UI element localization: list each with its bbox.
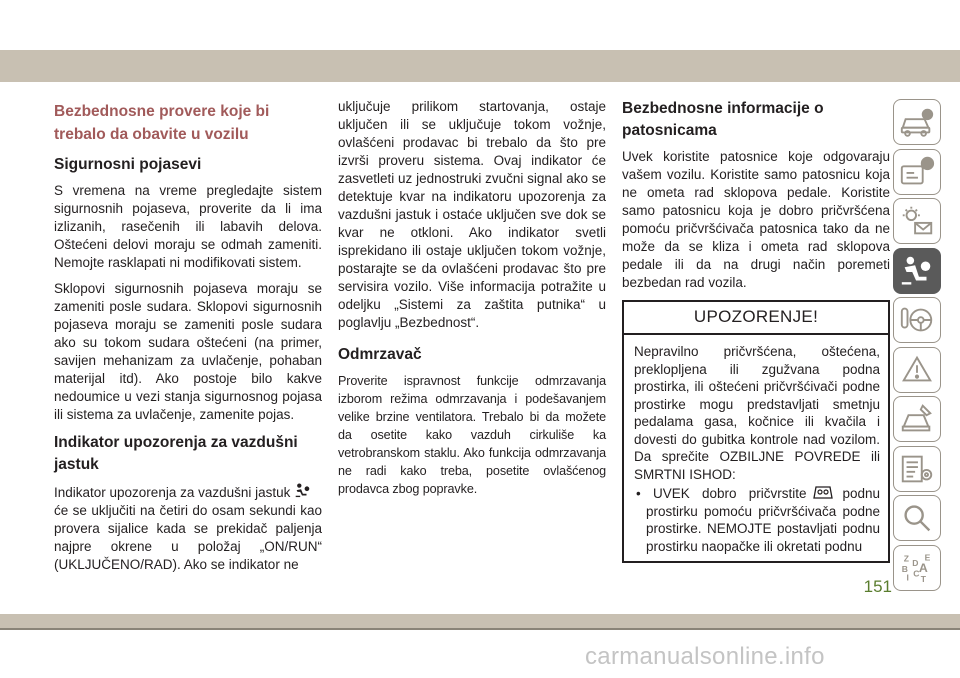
warning-body xyxy=(624,335,888,561)
starting-driving-icon xyxy=(898,302,936,338)
tab-car-info[interactable] xyxy=(893,99,941,145)
emergency-icon xyxy=(898,352,936,388)
airbag-heading: Indikator upozorenja za vazdušni jastuk xyxy=(54,434,298,473)
column-3 xyxy=(622,98,890,563)
seatbelts-paragraph-1: S vremena na vreme pregledajte sistem sigurnosnih pojaseva, proverite da li ima izlizanih, rasečenih ili labavih delova. Oštećeni delovi moraju se odmah zameniti. Nemojte rasklapati ni modifikovati sistem. xyxy=(54,183,322,270)
column-1 xyxy=(54,98,322,582)
search-icon xyxy=(898,500,936,536)
page-number: 151 xyxy=(863,577,892,596)
tab-search[interactable] xyxy=(893,495,941,541)
tab-emergency[interactable] xyxy=(893,347,941,393)
top-band xyxy=(0,50,960,82)
servicing-icon xyxy=(898,401,936,437)
safety-icon xyxy=(898,253,936,289)
index-letter: I xyxy=(906,571,909,582)
index-letter: C xyxy=(913,568,920,579)
warning-list xyxy=(634,483,880,555)
tab-safety[interactable] xyxy=(893,248,941,294)
warning-box xyxy=(622,300,890,563)
warning-paragraph: Nepravilno pričvršćena, oštećena, preklopljena ili zgužvana podna prostirka, ili oštećeni pričvršćivači podne prostirke mogu predstavljati smetnju pedalama gasa, kočnice ili kvačila i dovesti do gubitka kontrole nad vozilom. Da sprečite OZBILJNE POVREDE ili SMRTNI ISHOD: xyxy=(634,344,880,482)
tab-index[interactable] xyxy=(893,545,941,591)
seatbelts-paragraph-2: Sklopovi sigurnosnih pojaseva moraju se zameniti posle sudara. Sklopovi sigurnosnih pojaseva moraju se zameniti posle sudara ako su tokom sudara oštećeni (na primer, savijen mehanizam za uvlačenje, pohaban materijal itd). Ako postoje bilo kakve nedoumice u vezi stanja sigurnosnog pojasa ili sistema za uvlačenje, zamenite pojas. xyxy=(54,281,322,422)
index-letter: B xyxy=(901,563,908,574)
column-2 xyxy=(338,98,606,506)
floor-mat-fastener-icon xyxy=(812,483,834,501)
bottom-band xyxy=(0,614,960,628)
car-info-icon xyxy=(898,104,936,140)
index-letter: T xyxy=(920,573,927,584)
warning-list-item xyxy=(634,483,880,555)
defrost-heading: Odmrzavač xyxy=(338,346,422,363)
index-letter: E xyxy=(924,551,931,562)
floor-mats-heading: Bezbednosne informacije o patosnicama xyxy=(622,100,824,139)
airbag-paragraph-rest: će se uključiti na četiri do osam sekundi kao provera sijalice kada se prekidač paljenja najpre okrene u položaj „ON/RUN“ (UKLJUČENO/RAD). Ako se indikator ne xyxy=(54,503,322,572)
lights-message-icon xyxy=(898,203,936,239)
tab-servicing[interactable] xyxy=(893,396,941,442)
bottom-rule xyxy=(0,628,960,630)
dashboard-info-icon xyxy=(898,154,936,190)
tab-starting-driving[interactable] xyxy=(893,297,941,343)
index-letter: Z xyxy=(903,552,909,563)
airbag-paragraph-continued: uključuje prilikom startovanja, ostaje uključen ili se uključuje tokom vožnje, ovlašćeni prodavac bi trebalo da što pre izvrši proveru sistema. Ovaj indikator će zasvetleti uz jednostruki zvučni signal ako se detektuje kvar na indikatoru upozorenja za vazdušni jastuk i ostaće uključen sve dok se kvar ne otkloni. Ako indikator svetli isprekidano ili ostaje uključen tokom vožnje, postarajte se da ovlašćeni prodavac što pre servisira vozilo. Više informacija potražite u odeljku „Sistemi za zaštita putnika“ u poglavlju „Bezbednost“. xyxy=(338,99,606,330)
tab-lights-messages[interactable] xyxy=(893,198,941,244)
specifications-icon xyxy=(898,451,936,487)
tab-specifications[interactable] xyxy=(893,446,941,492)
airbag-warning-icon xyxy=(293,482,311,500)
index-letter: A xyxy=(918,560,928,575)
watermark: carmanualsonline.info xyxy=(585,643,825,670)
index-icon xyxy=(898,550,936,586)
tab-dashboard-info[interactable] xyxy=(893,149,941,195)
seatbelts-heading: Sigurnosni pojasevi xyxy=(54,156,202,173)
chapter-sidebar xyxy=(893,99,941,594)
section-title: Bezbednosne provere koje bi trebalo da obavite u vozilu xyxy=(54,103,270,143)
defrost-paragraph: Proverite ispravnost funkcije odmrzavanja izborom režima odmrzavanja i podešavanjem velike brzine ventilatora. Trebalo bi da možete da osetite kako vazduh cirkuliše ka vetrobranskom staklu. Ako funkcija odmrzavanja ne radi kako treba, posetite ovlašćenog prodavca zbog popravke. xyxy=(338,374,606,496)
index-letter: D xyxy=(912,557,919,568)
airbag-paragraph xyxy=(54,482,322,574)
airbag-paragraph-start: Indikator upozorenja za vazdušni jastuk xyxy=(54,485,291,500)
warning-bullet-start: • UVEK dobro pričvrstite xyxy=(636,486,807,501)
warning-bullet-rest: podnu prostirku pomoću pričvršćivača podne prostirke. NEMOJTE postavljati podnu prostirku naopačke ili okretati podnu xyxy=(646,486,880,554)
floor-mats-paragraph: Uvek koristite patosnice koje odgovaraju vašem vozilu. Koristite samo patosnicu koja ne ometa rad sklopova pedale. Koristite samo patosnicu koja je dobro pričvršćena pomoću pričvršćivača patosnica tako da ne može da se kliza i ometa rad sklopova pedale ili da na drugi način poremeti bezbedan rad vozila. xyxy=(622,149,890,290)
warning-title: UPOZORENJE! xyxy=(624,302,888,335)
